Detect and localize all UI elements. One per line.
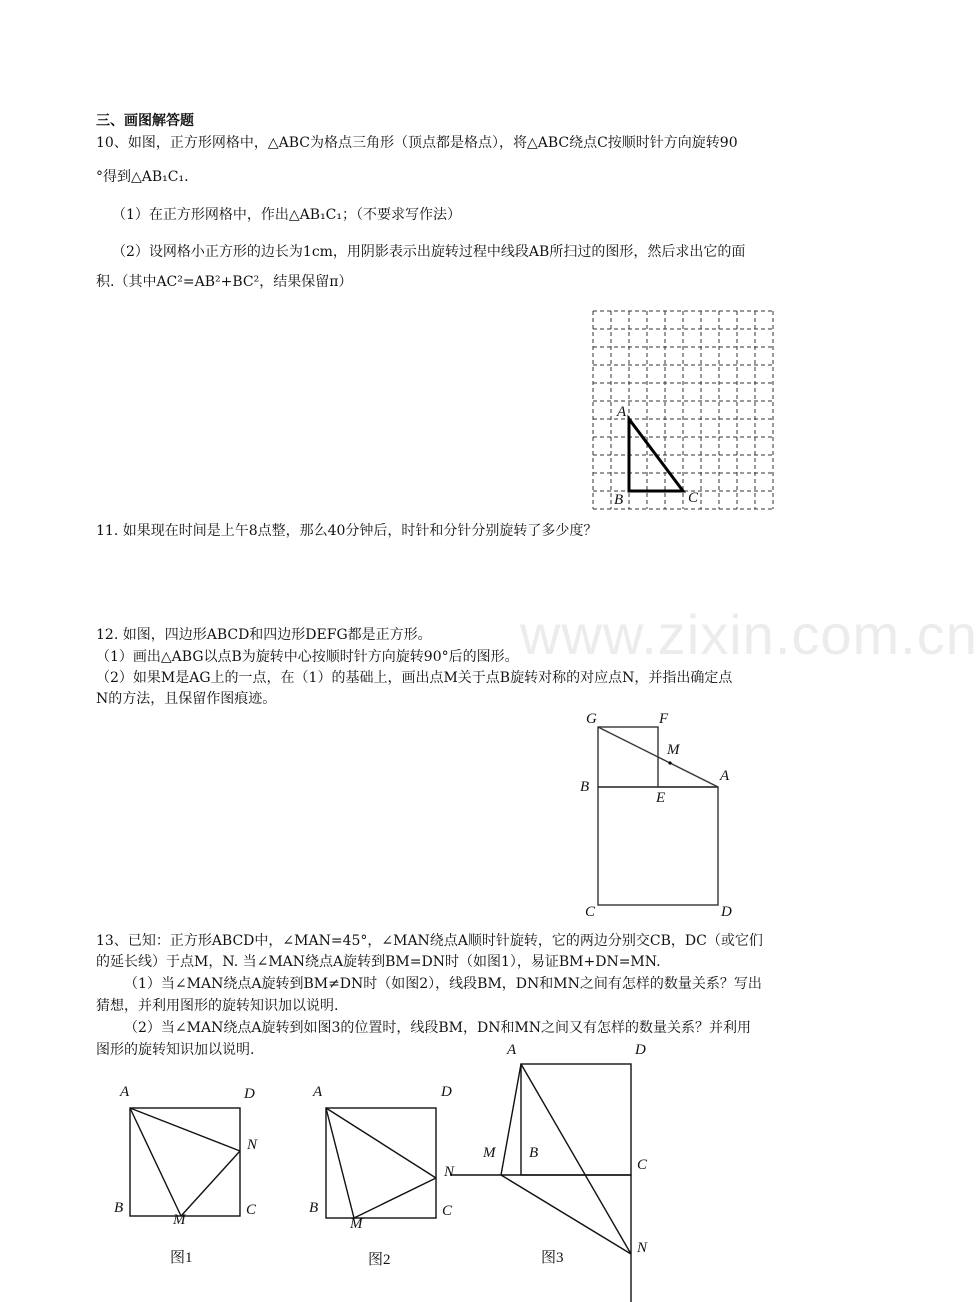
- q10-label-a: A: [617, 404, 627, 420]
- fig2-label-n: N: [444, 1164, 455, 1180]
- fig1-label-b: B: [114, 1200, 124, 1216]
- q12-label-f: F: [659, 711, 669, 727]
- q10-line1: 10、如图，正方形网格中，△ABC为格点三角形（顶点都是格点），将△ABC绕点C按顺时针方向旋转90: [96, 135, 738, 151]
- fig3-caption: 图3: [541, 1250, 564, 1266]
- fig3-label-n: N: [637, 1240, 648, 1256]
- fig2-caption: 图2: [368, 1252, 391, 1268]
- q13-figure-2: [318, 1100, 448, 1225]
- q10-label-b: B: [614, 492, 624, 508]
- fig2-label-c: C: [442, 1203, 453, 1219]
- q13-line1: 13、已知：正方形ABCD中，∠MAN=45°，∠MAN绕点A顺时针旋转，它的两边分别交CB，DC（或它们: [96, 933, 763, 949]
- fig2-label-a: A: [313, 1084, 323, 1100]
- fig1-label-d: D: [244, 1086, 255, 1102]
- fig3-label-c: C: [637, 1157, 648, 1173]
- q12-line3: （2）如果M是AG上的一点，在（1）的基础上，画出点M关于点B旋转对称的对应点N，并指出确定点: [96, 670, 733, 686]
- q12-label-g: G: [586, 711, 597, 727]
- fig2-label-b: B: [309, 1200, 319, 1216]
- q13-line2: 的延长线）于点M，N. 当∠MAN绕点A旋转到BM=DN时（如图1），易证BM+DN=MN.: [96, 954, 661, 970]
- q10-line2: °得到△AB₁C₁.: [96, 169, 189, 185]
- q13-line5: （2）当∠MAN绕点A旋转到如图3的位置时，线段BM，DN和MN之间又有怎样的数量关系？并利用: [124, 1020, 752, 1036]
- q12-square-figure: [590, 720, 730, 920]
- q13-figure-1: [120, 1100, 250, 1225]
- fig2-label-d: D: [441, 1084, 452, 1100]
- q13-line4: 猜想，并利用图形的旋转知识加以说明.: [96, 998, 339, 1014]
- q10-part1: （1）在正方形网格中，作出△AB₁C₁；（不要求写作法）: [112, 207, 462, 223]
- q12-line1: 12. 如图，四边形ABCD和四边形DEFG都是正方形。: [96, 627, 432, 643]
- q12-label-b: B: [580, 779, 590, 795]
- q12-line4: N的方法，且保留作图痕迹。: [96, 691, 277, 707]
- q12-label-d: D: [721, 904, 732, 920]
- fig1-label-n: N: [247, 1137, 258, 1153]
- q10-part2-line2: 积.（其中AC²=AB²+BC²，结果保留π）: [96, 274, 353, 290]
- fig1-label-c: C: [246, 1202, 257, 1218]
- q10-part2-line1: （2）设网格小正方形的边长为1cm，用阴影表示出旋转过程中线段AB所扫过的图形，然后求出它的面: [112, 244, 746, 260]
- point-m: [668, 761, 671, 764]
- fig3-label-m: M: [483, 1145, 496, 1161]
- section-title: 三、画图解答题: [96, 113, 194, 129]
- q12-label-c: C: [585, 904, 596, 920]
- watermark: www.zixin.com.cn: [520, 603, 978, 666]
- q12-label-a: A: [720, 768, 730, 784]
- fig3-label-b: B: [529, 1145, 539, 1161]
- q10-label-c: C: [688, 490, 699, 506]
- fig3-label-a: A: [507, 1042, 517, 1058]
- fig1-label-a: A: [120, 1084, 130, 1100]
- fig1-label-m: M: [173, 1212, 186, 1228]
- q13-line3: （1）当∠MAN绕点A旋转到BM≠DN时（如图2），线段BM，DN和MN之间有怎样的数量关系？写出: [124, 976, 762, 992]
- q12-label-e: E: [656, 790, 666, 806]
- fig2-label-m: M: [350, 1216, 363, 1232]
- q13-line6: 图形的旋转知识加以说明.: [96, 1042, 255, 1058]
- q11-text: 11. 如果现在时间是上午8点整，那么40分钟后，时针和分针分别旋转了多少度？: [96, 523, 598, 539]
- q12-label-m: M: [667, 742, 680, 758]
- fig3-label-d: D: [635, 1042, 646, 1058]
- fig1-caption: 图1: [170, 1250, 193, 1266]
- q12-line2: （1）画出△ABG以点B为旋转中心按顺时针方向旋转90°后的图形。: [96, 649, 519, 665]
